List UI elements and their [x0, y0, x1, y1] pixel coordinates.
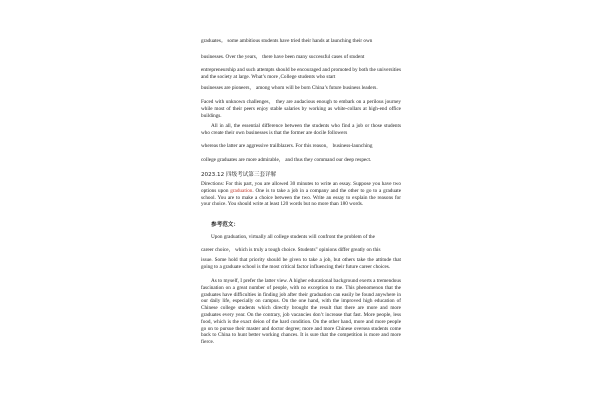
text-line-businesses: businesses. Over the years， there have been many successful cases of student	[201, 54, 365, 60]
essay-line-career-choice: career choice， which is truly a tough choice. Students" opinions differ greatly on this	[201, 247, 381, 253]
essay-line-upon-graduation: Upon graduation, virtually all college students will confront the problem of the	[211, 234, 375, 240]
sample-essay-label: 参考范文：	[211, 222, 239, 228]
directions-text-before: Directions: For this part, you are allowed 30 minutes to write an essay. Suppose you have two options upon	[201, 181, 401, 194]
text-paragraph-challenges: Faced with unknown challenges， they are audacious enough to embark on a perilous journey while most of their peers enjoy stable salaries by working as white-collars at high-end office buildings.	[201, 99, 401, 119]
directions-highlight: graduation	[230, 187, 253, 194]
essay-paragraph-issue: issue. Some hold that priority should be given to take a job, but others take the attitude that going to a graduate school is the most critical factor influencing their future career choices.	[201, 257, 401, 270]
text-line-graduates: graduates。 some ambitious students have tried their hands at launching their own	[201, 38, 373, 44]
text-line-pioneers: businesses are pioneers， among whom will be born China’s future business leaders.	[201, 85, 378, 91]
text-line-whereas: whereas the latter are aggressive trailblazers. For this reason， business-launching	[201, 143, 373, 149]
essay-paragraph-latter-view: As to myself, I prefer the latter view. A higher educational background exerts a tremendous fascination on a great number of people, with no exception to me. This phenomenon that the graduates have difficulties in finding job after their graduation can easily be found anywhere in our daily life, especially on campus. On the one hand, with the improved high education of Chinese college students which directly brought the result that there are more and more graduates every year. On the contrary, job vacancies don’t increase that fast. More people, less food, which is the exact deion of the hard condition. On the other hand, more and more people go on to pursue their master and doctor degree; more and more Chinese oversea students come back to China to hunt better working chances. It is sure that the competition is more and more fierce.	[201, 278, 401, 346]
directions-text-after: . One is to take a job in a company and the other to go to a graduate school. You are to make a choice between the two. Write an essay to explain the reasons for your choice. You should write at least 120 words but no more than 180 words.	[201, 187, 401, 208]
text-line-entrepreneurship: entrepreneurship and such attempts should be encouraged and promoted by both the universities and the society at large. What’s more ,College students who start	[201, 67, 401, 80]
directions-paragraph	[201, 181, 401, 208]
exam-title: 2023.12 四级考试第三套详解	[201, 172, 277, 178]
text-line-college-graduates: college graduates are more admirable， and thus they command our deep respect.	[201, 157, 372, 163]
text-paragraph-all-in-all: All in all, the essential difference between the students who find a job or those students who create their own businesses is that the former are docile followers	[201, 123, 401, 136]
